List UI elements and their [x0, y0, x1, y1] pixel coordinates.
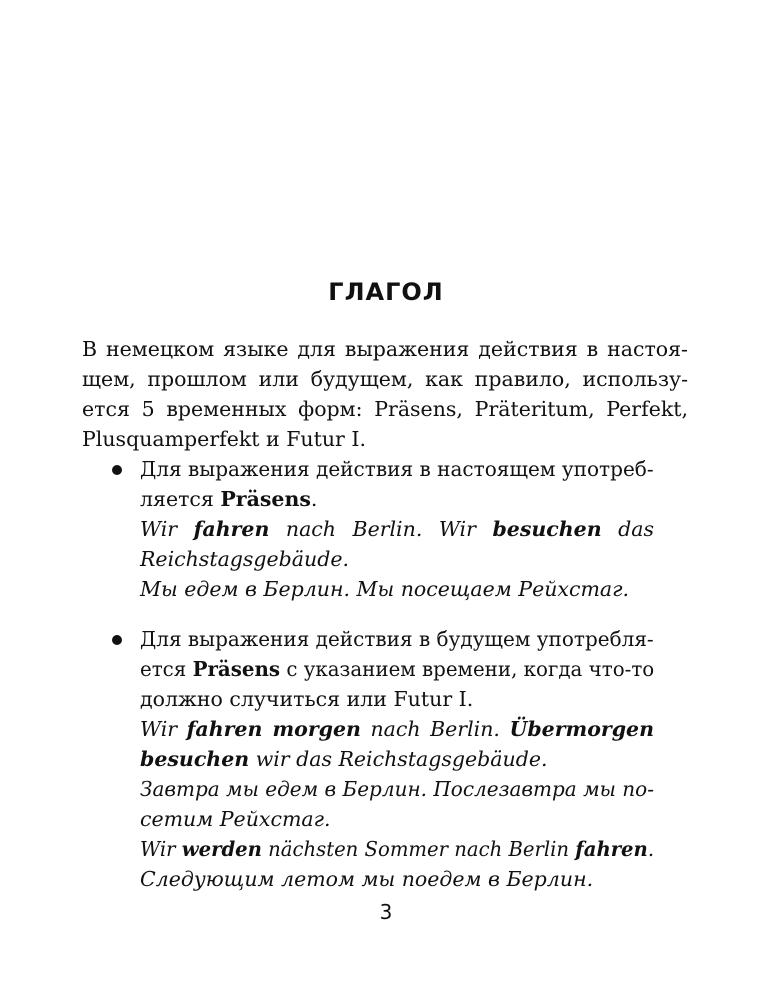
text-run: должно случиться или Futur I.	[140, 687, 474, 711]
text-run: .	[310, 487, 318, 511]
example-line	[140, 714, 654, 744]
text-run: fahren	[193, 517, 270, 541]
text-run: fahren	[575, 837, 648, 861]
text-run: Reichstagsgebäude.	[140, 547, 350, 571]
text-run: Wir	[140, 837, 182, 861]
text-run: Präsens	[192, 657, 281, 681]
text-run: Следующим летом мы поедем в Берлин.	[140, 867, 594, 891]
text-run: Übermorgen	[509, 717, 654, 741]
text-run: ется	[140, 657, 193, 681]
bullet-icon	[112, 624, 124, 654]
text-run: nächsten Sommer nach Berlin	[261, 837, 576, 861]
list-item-line	[140, 654, 655, 684]
text-run: Präsens	[220, 487, 311, 511]
text-run: das	[601, 517, 654, 541]
example-line	[140, 514, 654, 544]
bullet-icon	[112, 454, 124, 484]
translation-line	[140, 574, 629, 604]
text-run: werden	[181, 837, 262, 861]
text-run: Wir	[140, 717, 187, 741]
text-run: besuchen	[492, 517, 602, 541]
text-run: Wir	[140, 517, 194, 541]
text-run: fahren morgen	[186, 717, 361, 741]
example-line	[140, 834, 655, 864]
text-run: wir das Reichstagsgebäude.	[249, 747, 548, 771]
example-line	[140, 744, 548, 774]
text-run: ется 5 временных форм: Präsens, Präteritum, Perfekt,	[82, 397, 688, 421]
text-run: Завтра мы едем в Берлин. Послезавтра мы по-	[140, 777, 654, 801]
intro-line	[82, 364, 688, 394]
text-run: сетим Рейхстаг.	[140, 807, 331, 831]
text-run: besuchen	[140, 747, 250, 771]
page-title: ГЛАГОЛ	[328, 278, 444, 306]
translation-line	[140, 774, 654, 804]
intro-line	[82, 424, 366, 454]
intro-line	[82, 334, 688, 364]
text-run: nach Berlin. Wir	[269, 517, 493, 541]
page-number: 3	[379, 900, 393, 924]
text-run: Для выражения действия в настоящем употреб-	[140, 457, 654, 481]
text-run: nach Berlin.	[360, 717, 510, 741]
list-item-line	[140, 684, 473, 714]
translation-line	[140, 864, 593, 894]
intro-line	[82, 394, 688, 424]
text-run: ляется	[140, 487, 221, 511]
text-run: В немецком языке для выражения действия в настоя-	[82, 337, 688, 361]
text-run: с указанием времени, когда что-то	[280, 657, 655, 681]
translation-line	[140, 804, 330, 834]
text-run: Для выражения действия в будущем употребля-	[140, 627, 654, 651]
text-run: Мы едем в Берлин. Мы посещаем Рейхстаг.	[140, 577, 629, 601]
list-item-line	[140, 484, 317, 514]
example-line	[140, 544, 349, 574]
list-item-line	[140, 454, 654, 484]
text-run: Plusquamperfekt и Futur I.	[82, 427, 366, 451]
text-run: .	[647, 837, 655, 861]
list-item-line	[140, 624, 654, 654]
text-run: щем, прошлом или будущем, как правило, использу-	[82, 367, 688, 391]
